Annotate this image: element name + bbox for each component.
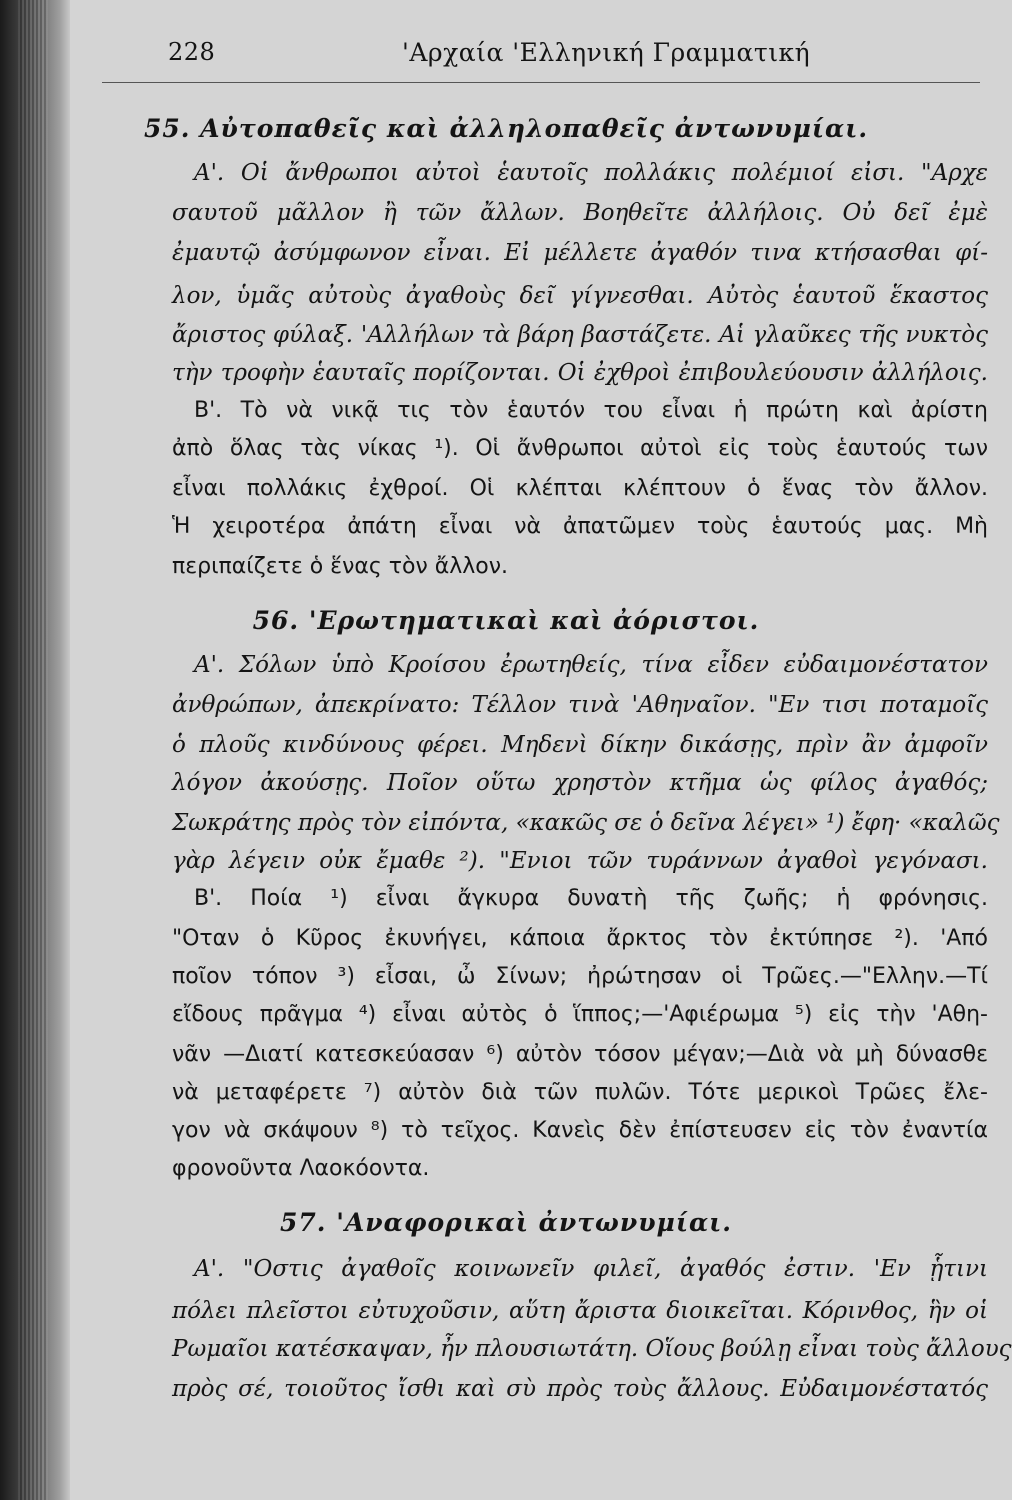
text-line: νᾶν —Διατί κατεσκεύασαν ⁶) αὐτὸν τόσον μέγαν;—Διὰ νὰ μὴ δύνασθε xyxy=(172,1042,988,1067)
text-line: τὴν τροφὴν ἑαυταῖς πορίζονται. Οἱ ἐχθροὶ ἐπιβουλεύουσιν ἀλλήλοις. xyxy=(172,360,988,386)
text-line: πόλει πλεῖστοι εὐτυχοῦσιν, αὕτη ἄριστα διοικεῖται. Κόρινθος, ἣν οἱ xyxy=(172,1298,988,1324)
text-line: ποῖον τόπον ³) εἶσαι, ὦ Σίνων; ἠρώτησαν οἱ Τρῶες.—"Ελλην.—Τί xyxy=(172,964,988,989)
running-header xyxy=(102,34,980,83)
text-line: ἐμαυτῷ ἀσύμφωνον εἶναι. Εἰ μέλλετε ἀγαθόν τινα κτήσασθαι φί- xyxy=(172,240,988,266)
text-line: Ἡ χειροτέρα ἀπάτη εἶναι νὰ ἀπατῶμεν τοὺς ἑαυτούς μας. Μὴ xyxy=(172,514,988,539)
running-head-title: 'Αρχαία 'Ελληνική Γραμματική xyxy=(402,38,811,67)
text-line: λόγον ἀκούσῃς. Ποῖον οὕτω χρηστὸν κτῆμα ὡς φίλος ἀγαθός; xyxy=(172,770,988,796)
text-line: ἄριστος φύλαξ. 'Αλλήλων τὰ βάρη βαστάζετε. Αἱ γλαῦκες τῆς νυκτὸς xyxy=(172,322,988,348)
page-number: 228 xyxy=(168,38,216,66)
text-line: εἶναι πολλάκις ἐχθροί. Οἱ κλέπται κλέπτουν ὁ ἕνας τὸν ἄλλον. xyxy=(172,476,988,501)
text-line: εἴδους πρᾶγμα ⁴) εἶναι αὐτὸς ὁ ἵππος;—'Αφιέρωμα ⁵) εἰς τὴν 'Αθη- xyxy=(172,1002,988,1027)
text-line: Ρωμαῖοι κατέσκαψαν, ἦν πλουσιωτάτη. Οἵους βούλῃ εἶναι τοὺς ἄλλους xyxy=(172,1336,1012,1362)
text-line: Α'. Οἱ ἄνθρωποι αὐτοὶ ἑαυτοῖς πολλάκις πολέμιοί εἰσι. "Αρχε xyxy=(194,160,988,186)
text-line: γὰρ λέγειν οὐκ ἔμαθε ²). "Ενιοι τῶν τυράννων ἀγαθοὶ γεγόνασι. xyxy=(172,848,988,874)
text-line: Α'. "Οστις ἀγαθοῖς κοινωνεῖν φιλεῖ, ἀγαθός ἐστιν. 'Εν ᾗτινι xyxy=(194,1256,988,1282)
text-line: Β'. Ποία ¹) εἶναι ἄγκυρα δυνατὴ τῆς ζωῆς; ἡ φρόνησις. xyxy=(194,886,988,911)
text-line: γον νὰ σκάψουν ⁸) τὸ τεῖχος. Κανεὶς δὲν ἐπίστευσεν εἰς τὸν ἐναντία xyxy=(172,1118,988,1143)
text-line: ἀνθρώπων, ἀπεκρίνατο: Τέλλον τινὰ 'Αθηναῖον. "Εν τισι ποταμοῖς xyxy=(172,692,988,718)
text-line: λον, ὑμᾶς αὐτοὺς ἀγαθοὺς δεῖ γίγνεσθαι. Αὐτὸς ἑαυτοῦ ἕκαστος xyxy=(172,283,988,309)
text-line: φρονοῦντα Λαοκόοντα. xyxy=(172,1156,430,1181)
book-page-edge xyxy=(0,0,70,1500)
section-heading-56: 56. 'Ερωτηματικαὶ καὶ ἀόριστοι. xyxy=(252,606,760,635)
section-heading-57: 57. 'Αναφορικαὶ ἀντωνυμίαι. xyxy=(280,1208,732,1237)
text-line: Α'. Σόλων ὑπὸ Κροίσου ἐρωτηθείς, τίνα εἶδεν εὐδαιμονέστατον xyxy=(194,652,988,678)
text-line: Β'. Τὸ νὰ νικᾷ τις τὸν ἑαυτόν του εἶναι ἡ πρώτη καὶ ἀρίστη xyxy=(194,398,988,423)
text-line: περιπαίζετε ὁ ἕνας τὸν ἄλλον. xyxy=(172,554,509,579)
text-line: ἀπὸ ὅλας τὰς νίκας ¹). Οἱ ἄνθρωποι αὐτοὶ εἰς τοὺς ἑαυτούς των xyxy=(172,436,988,461)
text-line: σαυτοῦ μᾶλλον ἢ τῶν ἄλλων. Βοηθεῖτε ἀλλήλοις. Οὐ δεῖ ἐμὲ xyxy=(172,200,988,226)
text-line: "Οταν ὁ Κῦρος ἐκυνήγει, κάποια ἄρκτος τὸν ἐκτύπησε ²). 'Από xyxy=(172,926,988,951)
text-line: ὁ πλοῦς κινδύνους φέρει. Μηδενὶ δίκην δικάσῃς, πρὶν ἂν ἀμφοῖν xyxy=(172,732,988,758)
text-line: Σωκράτης πρὸς τὸν εἰπόντα, «κακῶς σε ὁ δεῖνα λέγει» ¹) ἔφη· «καλῶς xyxy=(172,810,1000,836)
text-line: πρὸς σέ, τοιοῦτος ἴσθι καὶ σὺ πρὸς τοὺς ἄλλους. Εὐδαιμονέστατός xyxy=(172,1376,988,1402)
text-line: νὰ μεταφέρετε ⁷) αὐτὸν διὰ τῶν πυλῶν. Τότε μερικοὶ Τρῶες ἔλε- xyxy=(172,1080,988,1105)
section-heading-55: 55. Αὐτοπαθεῖς καὶ ἀλληλοπαθεῖς ἀντωνυμίαι. xyxy=(143,114,869,143)
